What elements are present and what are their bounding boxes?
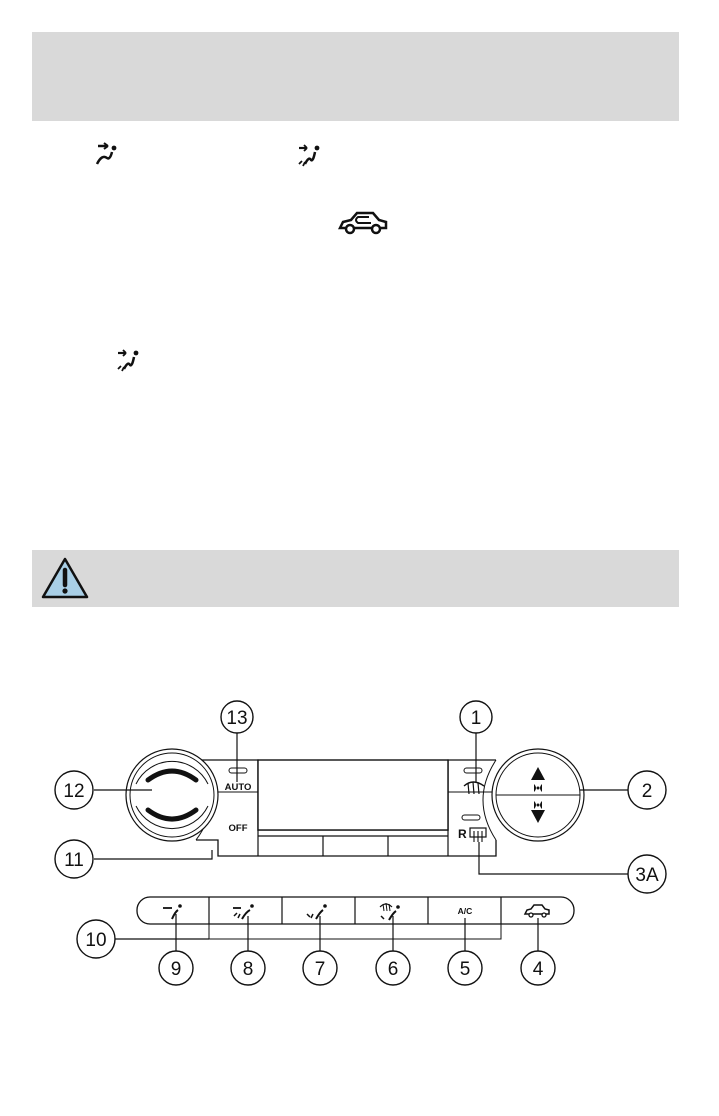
callout-6 (376, 951, 410, 985)
svg-text:5: 5 (459, 959, 471, 980)
callout-4 (521, 951, 555, 985)
svg-text:10: 10 (85, 930, 107, 951)
svg-text:11: 11 (64, 850, 84, 871)
callout-10 (77, 920, 115, 958)
warning-triangle-icon (40, 556, 90, 600)
ac-button[interactable] (458, 906, 473, 916)
climate-control-diagram (0, 690, 719, 1000)
callout-3a (628, 855, 666, 893)
svg-text:6: 6 (387, 959, 399, 980)
svg-text:4: 4 (532, 959, 544, 980)
svg-text:7: 7 (314, 959, 326, 980)
display-screen (258, 760, 448, 830)
vent-panel-icon (94, 142, 120, 168)
front-defrost-button[interactable] (464, 768, 484, 794)
off-label: OFF (228, 823, 248, 834)
callout-11 (55, 840, 93, 878)
vent-floor-icon-lower (116, 347, 142, 373)
mode-button-strip (137, 897, 574, 939)
callout-2 (628, 771, 666, 809)
callout-12 (55, 771, 93, 809)
vent-floor-icon (297, 142, 323, 168)
callout-9 (159, 951, 193, 985)
fan-speed-knob[interactable] (492, 749, 584, 841)
temperature-knob[interactable] (126, 749, 218, 841)
svg-text:3A: 3A (635, 865, 659, 886)
callout-5 (448, 951, 482, 985)
auto-label: AUTO (224, 782, 252, 793)
recirculation-icon (337, 208, 389, 236)
svg-text:8: 8 (242, 959, 254, 980)
rear-defrost-icon (470, 828, 486, 842)
callout-1 (460, 701, 492, 733)
svg-text:2: 2 (641, 781, 653, 802)
rear-defrost-label: R (458, 827, 467, 841)
center-panel (196, 760, 496, 856)
svg-text:1: 1 (470, 708, 482, 729)
off-button[interactable] (229, 823, 248, 834)
svg-text:9: 9 (170, 959, 182, 980)
svg-text:12: 12 (63, 781, 85, 802)
ac-label: A/C (457, 906, 473, 916)
rear-defrost-button[interactable] (458, 815, 486, 842)
callout-7 (303, 951, 337, 985)
callout-13 (221, 701, 253, 733)
header-band (32, 32, 679, 121)
callout-8 (231, 951, 265, 985)
auto-button[interactable] (225, 768, 252, 793)
svg-text:13: 13 (226, 708, 248, 729)
warning-band (32, 550, 679, 607)
